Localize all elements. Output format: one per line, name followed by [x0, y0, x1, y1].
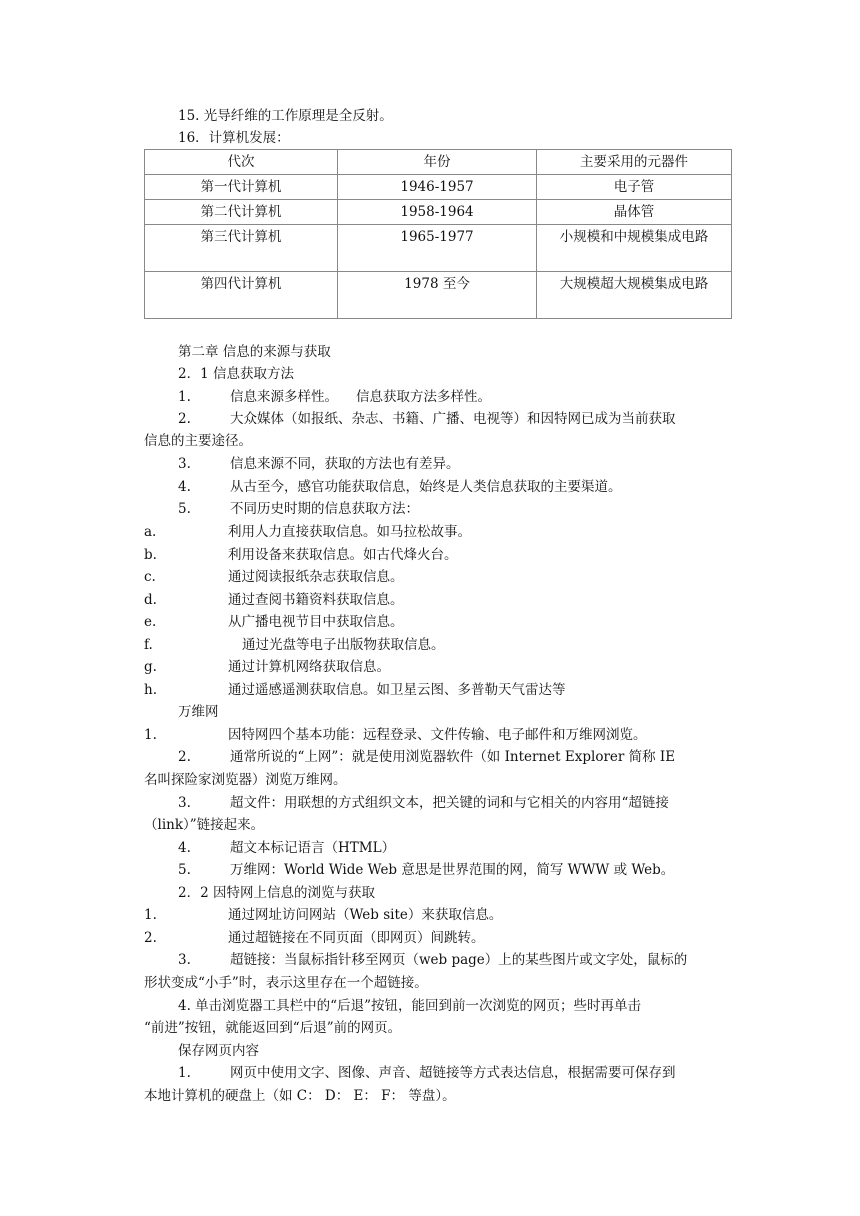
continuation-line: “前进”按钮，就能返回到“后退”前的网页。: [144, 1020, 402, 1036]
list-item: [144, 522, 730, 542]
item-text: 万维网：World Wide Web 意思是世界范围的网，简写 WWW 或 Web。: [230, 862, 675, 878]
table-cell: 小规模和中规模集成电路: [537, 225, 732, 272]
item-text: 通过超链接在不同页面（即网页）间跳转。: [228, 930, 485, 946]
item-number: f.: [144, 637, 153, 653]
table-cell: 大规模超大规模集成电路: [537, 272, 732, 319]
table-cell: 1965-1977: [338, 225, 537, 272]
table-cell: 晶体管: [537, 200, 732, 225]
item-text: 超文本标记语言（HTML）: [230, 840, 396, 856]
list-item: [144, 612, 730, 632]
list-item: [144, 590, 730, 610]
item-text: 通常所说的“上网”：就是使用浏览器软件（如 Internet Explorer 简称 IE: [230, 749, 676, 765]
item-number: h.: [144, 682, 157, 698]
item-number: 2.: [144, 930, 157, 946]
item-text: 信息来源多样性。: [230, 389, 338, 405]
list-item: [144, 387, 730, 407]
item-text: 通过计算机网络获取信息。: [228, 659, 390, 675]
list-item: [144, 747, 730, 767]
table-header-row: [145, 150, 732, 175]
continuation-line: 形状变成“小手”时，表示这里存在一个超链接。: [144, 975, 428, 991]
item-number: 5.: [178, 501, 191, 517]
item-number: c.: [144, 569, 156, 585]
table-row: [145, 225, 732, 272]
list-item: [144, 1063, 730, 1083]
item-16: 16．计算机发展：: [178, 130, 290, 146]
list-item: [144, 793, 730, 813]
continuation-line: 名叫探险家浏览器）浏览万维网。: [144, 772, 347, 788]
computer-generations-table: [144, 149, 732, 319]
item-number: 1.: [144, 907, 157, 923]
item-number: d.: [144, 592, 157, 608]
table-cell: 第四代计算机: [145, 272, 338, 319]
section-title: 2．1 信息获取方法: [178, 366, 294, 382]
list-item: [144, 567, 730, 587]
table-cell: 1978 至今: [338, 272, 537, 319]
table-cell: 1958-1964: [338, 200, 537, 225]
item-text: 通过遥感遥测获取信息。如卫星云图、多普勒天气雷达等: [228, 682, 566, 698]
item-text: 超链接：当鼠标指针移至网页（web page）上的某些图片或文字处，鼠标的: [230, 952, 688, 968]
list-item: [144, 950, 730, 970]
table-cell: 1946-1957: [338, 175, 537, 200]
list-item: [144, 499, 730, 519]
item-text: 从古至今，感官功能获取信息，始终是人类信息获取的主要渠道。: [230, 479, 622, 495]
item-text: 利用人力直接获取信息。如马拉松故事。: [228, 524, 471, 540]
list-item: [144, 905, 730, 925]
table-cell: 电子管: [537, 175, 732, 200]
item-text: 通过查阅书籍资料获取信息。: [228, 592, 404, 608]
item-number: 1.: [178, 389, 191, 405]
list-item: [144, 545, 730, 565]
item-text: 因特网四个基本功能：远程登录、文件传输、电子邮件和万维网浏览。: [228, 727, 647, 743]
list-item: [144, 635, 730, 655]
table-cell: 第三代计算机: [145, 225, 338, 272]
list-item: [144, 454, 730, 474]
list-item: [144, 680, 730, 700]
item-number: 4.: [178, 479, 191, 495]
item-text: 不同历史时期的信息获取方法：: [230, 501, 419, 517]
item-number: g.: [144, 659, 157, 675]
item-text: 网页中使用文字、图像、声音、超链接等方式表达信息，根据需要可保存到: [230, 1065, 676, 1081]
item-text: 大众媒体（如报纸、杂志、书籍、广播、电视等）和因特网已成为当前获取: [230, 411, 676, 427]
item-number: 5.: [178, 862, 191, 878]
item-text: 通过阅读报纸杂志获取信息。: [228, 569, 404, 585]
section-title: 2．2 因特网上信息的浏览与获取: [178, 885, 375, 901]
table-row: [145, 200, 732, 225]
item-number: 3.: [178, 952, 191, 968]
item-number: 3.: [178, 795, 191, 811]
item-number: 2.: [178, 411, 191, 427]
table-cell: 第二代计算机: [145, 200, 338, 225]
continuation-line: 信息的主要途径。: [144, 433, 252, 449]
item-number: 1.: [144, 727, 157, 743]
table-row: [145, 175, 732, 200]
list-item: [144, 928, 730, 948]
item-number: a.: [144, 524, 157, 540]
section-title: 保存网页内容: [178, 1043, 259, 1059]
list-item: [144, 838, 730, 858]
continuation-line: 本地计算机的硬盘上（如 C： D： E： F： 等盘）。: [144, 1088, 456, 1104]
item-number: b.: [144, 547, 157, 563]
list-item: [144, 409, 730, 429]
item-number: 4.: [178, 840, 191, 856]
item-text: 通过网址访问网站（Web site）来获取信息。: [228, 907, 503, 923]
list-item: [144, 477, 730, 497]
item-text: 利用设备来获取信息。如古代烽火台。: [228, 547, 458, 563]
item-text: 信息来源不同，获取的方法也有差异。: [230, 456, 460, 472]
item-number: e.: [144, 614, 157, 630]
item-text: 从广播电视节目中获取信息。: [228, 614, 404, 630]
item-15: 15. 光导纤维的工作原理是全反射。: [178, 108, 393, 124]
item-text: 超文件：用联想的方式组织文本，把关键的词和与它相关的内容用“超链接: [230, 795, 669, 811]
item-number: 1.: [178, 1065, 191, 1081]
list-item: [144, 725, 730, 745]
item-text: 信息获取方法多样性。: [356, 389, 491, 405]
header-cell: 主要采用的元器件: [537, 150, 732, 175]
list-item: [144, 860, 730, 880]
header-cell: 代次: [145, 150, 338, 175]
table-row: [145, 272, 732, 319]
item-number: 3.: [178, 456, 191, 472]
item-text: 通过光盘等电子出版物获取信息。: [242, 637, 445, 653]
continuation-line: （link）”链接起来。: [144, 817, 265, 833]
table-cell: 第一代计算机: [145, 175, 338, 200]
section-title: 万维网: [178, 704, 219, 720]
list-item: 4. 单击浏览器工具栏中的“后退”按钮，能回到前一次浏览的网页；些时再单击: [178, 998, 641, 1014]
chapter-title: 第二章 信息的来源与获取: [178, 344, 331, 360]
list-item: [144, 657, 730, 677]
header-cell: 年份: [338, 150, 537, 175]
item-number: 2.: [178, 749, 191, 765]
